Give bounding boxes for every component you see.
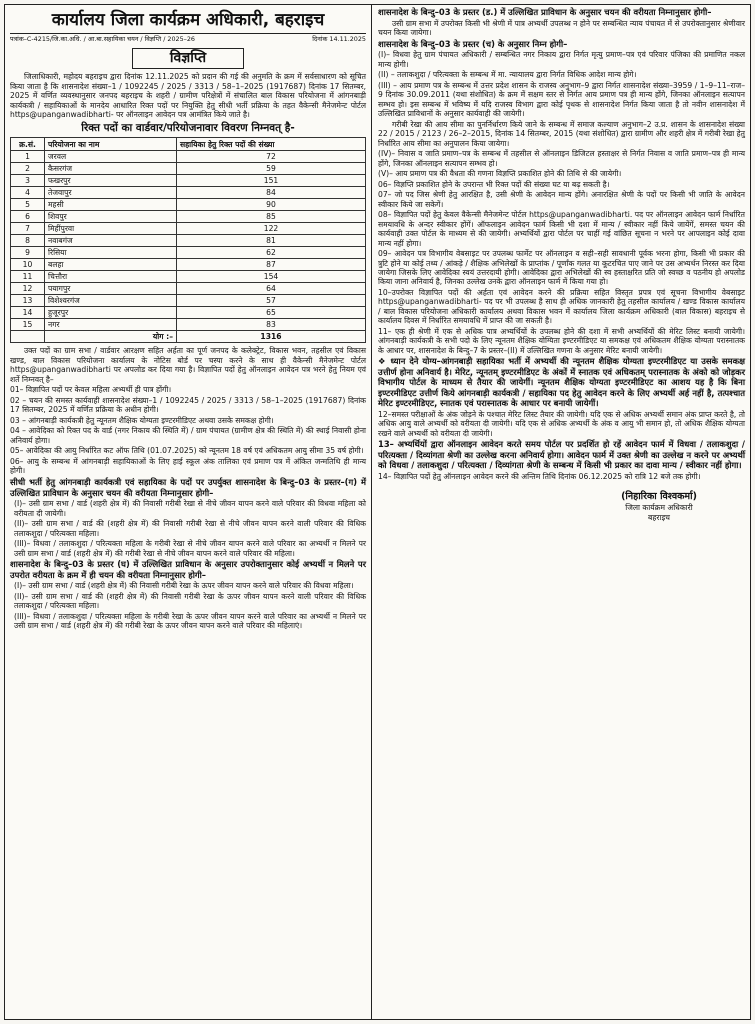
row-serial: 2 — [11, 163, 45, 175]
notice-page — [4, 4, 751, 1020]
row-serial: 8 — [11, 235, 45, 247]
row-project-name: महसी — [45, 199, 177, 211]
row-project-name: कैसरगंज — [45, 163, 177, 175]
row-project-name: नवाबगंज — [45, 235, 177, 247]
table-row — [11, 295, 366, 307]
table-row — [11, 247, 366, 259]
table-row — [11, 307, 366, 319]
table-row — [11, 223, 366, 235]
row-serial: 10 — [11, 259, 45, 271]
priority-ga-3: (III)– विधवा / तलाकशुदा / परित्यक्ता महिला के गरीबी रेखा से नीचे जीवन यापन करने वाले परिवार का अभ्यर्थी न मिलने पर उसी ग्राम सभा / वार्ड (शहरी क्षेत्र में) की गरीबी रेखा से नीचे जीवन यापन करने वाले परिवार की महिला। — [14, 539, 366, 558]
signatory-name: (निहारिका विश्वकर्मा) — [621, 491, 697, 503]
row-project-name: बलहा — [45, 259, 177, 271]
row-vacancy-count: 64 — [177, 283, 366, 295]
condition-12: 12–समस्त परीक्षाओं के अंक जोड़ने के पश्चात मेरिट लिस्ट तैयार की जायेगी। यदि एक से अधिक अभ्यर्थी समान अंक प्राप्त करते है, तो अधिक आयु वाले अभ्यर्थी को वरीयता दी जायेगी। यदि एक से अधिक अभ्यर्थी के अंक व आयु भी समान हो, तो अधिक शैक्षिक योग्यता रखने वाले अभ्यर्थी को वरीयता दी जायेगी। — [378, 409, 745, 438]
row-serial: 1 — [11, 151, 45, 163]
row-vacancy-count: 62 — [177, 247, 366, 259]
table-row — [11, 163, 366, 175]
condition-06-b: 06– विज्ञप्ति प्रकाशित होने के उपरान्त भी रिक्त पदों की संख्या घट या बढ़ सकती है। — [378, 179, 610, 189]
condition-11: 11– एक ही श्रेणी में एक से अधिक पात्र अभ्यर्थियों के उपलब्ध होने की दशा में सभी अभ्यर्थियों की मेरिट लिस्ट बनायी जायेगी। आंगनबाड़ी कार्यकत्री के सभी पदो के लिए न्यूनतम शैक्षिक योग्यिता इण्टरमीडिएट या समकक्ष एवं अधिकतम शैक्षिक योग्यता परास्नातक के आधार पर, शासनादेश के बिन्दु–7 के प्रस्तर–(II) में उल्लिखित गणना के अनुसार मेरिट बनायी जायेगी। — [378, 326, 745, 355]
reference-line — [10, 34, 366, 46]
row-vacancy-count: 59 — [177, 163, 366, 175]
priority-gha-1: (I)– उसी ग्राम सभा / वार्ड (शहरी क्षेत्र में) की निवासी गरीबी रेखा के ऊपर जीवन यापन करने वाले परिवार की विधवा महिला। — [14, 581, 354, 591]
left-column — [5, 5, 372, 1019]
row-project-name: विशेश्वरगंज — [45, 295, 177, 307]
notice-date: दिनांक 14.11.2025 — [312, 35, 366, 44]
table-row — [11, 199, 366, 211]
priority-heading-cha: शासनादेश के बिन्दु–03 के प्रस्तर (च) के अनुसार निम्न होगी– — [378, 38, 568, 49]
row-vacancy-count: 81 — [177, 235, 366, 247]
priority-heading-ga: सीधी भर्ती हेतु आंगनबाड़ी कार्यकत्री एवं सहायिका के पदों पर उपर्युक्त शासनादेश के बिन्दु–03 के प्रस्तर–(ग) में उल्लिखित प्राविधान के अनुसार चयन की वरीयता निम्नानुसार होगी– — [10, 477, 366, 498]
row-serial: 9 — [11, 247, 45, 259]
table-row — [11, 283, 366, 295]
row-project-name: पयागपुर — [45, 283, 177, 295]
condition-03: 03 – आंगनबाड़ी कार्यकत्री हेतु न्यूनतम शैक्षिक योग्यता इण्टरमीडिएट अथवा उसके समकक्ष होगी। — [10, 415, 274, 425]
table-row — [11, 271, 366, 283]
priority-ga-1: (I)– उसी ग्राम सभा / वार्ड (शहरी क्षेत्र में) की निवासी गरीबी रेखा से नीचे जीवन यापन करने वाले परिवार की विधवा महिला को वरीयता दी जायेगी। — [14, 499, 366, 518]
table-row — [11, 211, 366, 223]
row-serial: 13 — [11, 295, 45, 307]
vacancy-table — [10, 137, 366, 343]
column-header-project: परियोजना का नाम — [45, 138, 177, 151]
nyay-panchayat-para: उसी ग्राम सभा में उपरोक्त किसी भी श्रेणी में पात्र अभ्यर्थी उपलब्ध न होने पर सम्बन्धित न्याय पंचायत में से उपरोक्तानुसार श्रेणीवार चयन किया जायेगा। — [378, 18, 745, 38]
row-vacancy-count: 83 — [177, 319, 366, 331]
row-project-name: जरवल — [45, 151, 177, 163]
row-vacancy-count: 90 — [177, 199, 366, 211]
row-serial: 4 — [11, 187, 45, 199]
signatory-place: बहराइच — [648, 512, 670, 522]
row-vacancy-count: 72 — [177, 151, 366, 163]
row-vacancy-count: 122 — [177, 223, 366, 235]
table-row — [11, 235, 366, 247]
row-project-name: शिवपुर — [45, 211, 177, 223]
important-note: ❖ ध्यान देने योग्य–आंगनबाड़ी सहायिका भर्ती में अभ्यर्थी की न्यूनतम शैक्षिक योग्यता इण्टरमीडिएट या उसके समकक्ष उत्तीर्ण होना अनिवार्य है। मेरिट, न्यूनतम् इण्टरमीडिएट के अंकों में स्नातक एवं अधिकतम् परास्नातक के अंको को जोड़कर विभागीय पोर्टल के माध्यम से तैयार की जायेगीं। न्यूनतम शैक्षिक योग्यता इण्टरमीडिएट का आशय यह है कि बिना इण्टरमीडिएट उत्तीर्ण किये आंगनबाड़ी कार्यकत्री / सहायिका पद हेतु आवेदन करने के लिए अभ्यर्थी अर्ह नहीं है, तत्पश्चात मेरिट इण्टरमीडिएट, स्नातक एवं परास्नातक के आधार पर बनायी जायेगीं। — [378, 356, 745, 409]
row-serial: 5 — [11, 199, 45, 211]
priority-gha-3: (III)– विधवा / तलाकशुदा / परित्यक्ता महिला के गरीबी रेखा के ऊपर जीवन यापन करने वाले परिवार का अभ्यर्थी न मिलने पर उसी ग्राम सभा / वार्ड (शहरी क्षेत्र में) की गरीबी रेखा के ऊपर जीवन यापन करने वाले परिवार की महिलाएं। — [14, 611, 366, 631]
condition-07: 07– जो पद जिस श्रेणी हेतु आरक्षित है, उसी श्रेणी के आवेदन मान्य होंगे। अनारक्षित श्रेणी के पदों पर किसी भी जाति के आवेदन स्वीकार किये जा सकेगें। — [378, 190, 745, 209]
document-rule-1: (I)– विधवा हेतु ग्राम पंचायत अधिकारी / सम्बन्धित नगर निकाय द्वारा निर्गत मृत्यु प्रमाण–पत्र एवं परिवार पंजिका की प्रमाणित नकल मान्य होगी। — [378, 50, 745, 69]
condition-06: 06– आयु के सम्बन्ध में आंगनबाड़ी सहायिकाओं के लिए हाई स्कूल अंक तालिका एवं प्रमाण पत्र में अंकित जन्मतिथि ही मान्य होगी। — [10, 457, 366, 476]
office-title: कार्यालय जिला कार्यक्रम अधिकारी, बहराइच — [10, 7, 366, 34]
document-rule-2: (II) – तलाकशुदा / परित्यक्ता के सम्बन्ध में मा. न्यायालय द्वारा निर्गत विधिक आदेश मान्य होगे। — [378, 70, 637, 80]
table-title: रिक्त पदों का वार्डवार/परियोजनावार विवरण निम्नवत् है- — [81, 122, 295, 135]
row-project-name: मिहींपुरवा — [45, 223, 177, 235]
table-row — [11, 151, 366, 163]
table-header-row — [11, 138, 366, 151]
row-vacancy-count: 154 — [177, 271, 366, 283]
row-project-name: हुजूरपुर — [45, 307, 177, 319]
poverty-line-para: गरीबी रेखा की आय सीमा का पुनर्निर्धारण किये जाने के सम्बन्ध में समाज कल्याण अनुभाग–2 उ.प्र. शासन के शासनादेश संख्या 22 / 2015 / 2123 / 26–2–2015, दिनांक 14 सितम्बर, 2015 (यथा संशोधित) द्वारा ग्रामीण और शहरी क्षेत्र में गरीबी रेखा हेतु निर्धारित आय सीमा का अनुपालन किया जायेगा। — [378, 119, 745, 148]
conditions-intro: उक्त पदों का ग्राम सभा / वार्डवार आरक्षण सहित अर्हता का पूर्ण जनपद के कलेक्ट्रेट, विकास भवन, तहसील एवं विकास खण्ड, बाल विकास परियोजना कार्यालय के नोटिस बोर्ड पर चस्पा करने के साथ ही वैकेन्सी मैनेजमेन्ट पोर्टल https@upanganwadibharti पर अपलोड कर दिया गया है। विज्ञापित पदों हेतु ऑनलाइन आवेदन पत्र भरने हेतु नियम एवं शर्ते निम्नवत् है– — [10, 346, 366, 384]
condition-04: 04 – आवेदिका को रिक्त पद के वार्ड (नगर निकाय की स्थिति में) / ग्राम पंचायत (ग्रामीण क्षेत्र की स्थिति में) की स्थाई निवासी होना अनिवार्य होगा। — [10, 426, 366, 445]
table-total-row — [11, 331, 366, 343]
row-serial: 11 — [11, 271, 45, 283]
signatory-designation: जिला कार्यक्रम अधिकारी — [625, 503, 693, 513]
condition-05: 05– आवेदिका की आयु निर्धारित कट ऑफ तिथि (01.07.2025) को न्यूनतम 18 वर्ष एवं अधिकतम आयु सीमा 35 वर्ष होगी। — [10, 446, 364, 456]
condition-10: 10–उपरोक्त विज्ञापित पदों की अर्हता एवं आवेदन करने की प्रक्रिया सहित विस्तृत प्रपत्र एवं सूचना विभागीय वेबसाइट https@upanganwadibharti- पद पर भी उपलब्ध है साथ ही अधिक जानकारी हेतु तहसील कार्यालय / खण्ड विकास कार्यालय / बाल विकास परियोजना अधिकारी कार्यालय अथवा विकास भवन में कार्यालय जिला कार्यक्रम अधिकारी (बाल विकास) बहराइच से कार्यालय दिवस में निर्धारित समयावधि में प्राप्त की जा सकती है। — [378, 288, 745, 326]
reference-number: पत्रांक–C-4215/जि.का.अधि. / आ.बा.सहायिका चयन / विज्ञप्ति / 2025–26 — [10, 35, 195, 44]
row-serial: 7 — [11, 223, 45, 235]
document-rule-4: (IV)– निवास व जाति प्रमाण–पत्र के सम्बन्ध में तहसील से ऑनलाइन डिजिटल हस्ताक्षर से निर्गत निवास व जाति प्रमाण–पत्र ही मान्य होंगे, जिनका ऑनलाइन सत्यापन सम्भव हो। — [378, 149, 745, 168]
row-vacancy-count: 57 — [177, 295, 366, 307]
row-project-name: तेजवापुर — [45, 187, 177, 199]
row-project-name: रिसिया — [45, 247, 177, 259]
row-vacancy-count: 84 — [177, 187, 366, 199]
row-vacancy-count: 87 — [177, 259, 366, 271]
condition-01: 01– विज्ञापित पदों पर केवल महिला अभ्यर्थी ही पात्र होंगी। — [10, 385, 172, 395]
right-column — [373, 5, 750, 1019]
table-row — [11, 187, 366, 199]
row-serial: 15 — [11, 319, 45, 331]
row-project-name: फखरपुर — [45, 175, 177, 187]
column-header-serial: क्र.सं. — [11, 138, 45, 151]
condition-09: 09– आवेदन पत्र विभागीय वेबसाइट पर उपलब्ध फार्मेट पर ऑनलाइन व सही–सही सावधानी पूर्वक भरना होगा, किसी भी प्रकार की त्रुटि होने या कोई तथ्य / आंकड़े / शैक्षिक अभिलेखों के प्राप्तांक / पूर्णांक गलत या कूटरचित पाए जाने पर उस अभ्यर्थन निरस्त कर दिया जायेगा जिसके लिए आवेदिका स्वयं उत्तरदायी होगी। आवेदिका द्वारा अभिलेखों की स्व हस्ताक्षरित प्रति जो स्वच्छ व पठनीय हो अपलोड किया जाना अनिवार्य है, जिनका उल्लेख उनके द्वारा ऑनलाइन फार्म में किया गया हो। — [378, 249, 745, 287]
row-serial: 6 — [11, 211, 45, 223]
column-header-vacancies: सहायिका हेतु रिक्त पदों की संख्या — [177, 138, 366, 151]
row-project-name: चित्तौरा — [45, 271, 177, 283]
priority-heading-nga: शासनादेश के बिन्दु–03 के प्रस्तर (ड.) में उल्लिखित प्राविधान के अनुसार चयन की वरीयता निम्नानुसार होगी– — [378, 7, 712, 17]
document-rule-5: (V)– आय प्रमाण पत्र की वैधता की गणना विज्ञप्ति प्रकाशित होने की तिथि से की जायेगी। — [378, 169, 622, 179]
table-row — [11, 259, 366, 271]
signature-block — [378, 491, 745, 522]
total-empty-cell — [11, 331, 45, 343]
table-row — [11, 175, 366, 187]
row-serial: 14 — [11, 307, 45, 319]
condition-08: 08– विज्ञापित पदों हेतु केवल वैकेन्सी मैनेजमेन्ट पोर्टल https@upanganwadibharti. पद पर ऑनलाइन आवेदन फार्म निर्धारित समयावधि के अन्दर स्वीकार होंगें। ऑफलाइन आवेदन फार्म किसी भी दशा में मान्य / स्वीकार नहीं किये जायेंगें, समस्त चयन की कार्यवाही उक्त पोर्टल के माध्यम से की जायेगी। अभ्यर्थियों द्वारा पोर्टल पर चाहीं गई वांछित सूचना न भरने पर आपलाइन कोई दावा मान्य नहीं होगा। — [378, 210, 745, 248]
row-project-name: नगर — [45, 319, 177, 331]
notice-title: विज्ञप्ति — [132, 48, 244, 69]
total-value: 1316 — [177, 331, 366, 343]
priority-ga-2: (II)– उसी ग्राम सभा / वार्ड की (शहरी क्षेत्र में) की निवासी गरीबी रेखा से नीचे जीवन यापन करने वाली परिवार की विधिक तलाकशुदा / परित्यक्ता महिला। — [14, 519, 366, 538]
row-vacancy-count: 65 — [177, 307, 366, 319]
priority-heading-gha: शासनादेश के बिन्दु–03 के प्रस्तर (घ) में उल्लिखित प्राविधान के अनुसार उपरोक्तानुसार कोई अभ्यर्थी न मिलने पर उपरोत वरीयता के क्रम में ही चयन की वरीयता निम्नानुसार होगी– — [10, 559, 366, 580]
row-serial: 12 — [11, 283, 45, 295]
document-rule-3: (III) – आय प्रमाण पत्र के सम्बन्ध में उत्तर प्रदेश शासन के राजस्व अनुभाग–9 द्वारा निर्गत शासनादेश संख्या–3959 / 1–9–11–राज–9 दिनांक 30.09.2011 (यथा संशोधित) के क्रम में सक्षम स्तर से निर्गत आय प्रमाण पत्र ही मान्य होंगे, जिनका ऑनलाइन सत्यापन सम्भव हो। इस सम्बन्ध में भविष्य में यदि राजस्व विभाग द्वारा कोई पृथक से शासनादेश निर्गत किया जाता है तो नवीन शासनादेश में उल्लिखित प्राविधानों के अनुसार कार्यवाही की जायेगी। — [378, 80, 745, 119]
table-row — [11, 319, 366, 331]
row-serial: 3 — [11, 175, 45, 187]
condition-13: 13– अभ्यर्थियों द्वारा ऑनलाइन आवेदन करते समय पोर्टल पर प्रदर्शित हो रहें आवेदन फार्म में विधवा / तलाकशुदा / परित्यक्ता / दिव्यांगता श्रेणी का उल्लेख करना अनिवार्य होगा। आवेदन फार्म में उक्त श्रेणी का उल्लेख न करने पर अभ्यर्थी को विधवा / तलाकशुदा / परित्यक्ता / दिव्यांगता श्रेणी के सम्बन्ध में किसी भी प्रकार का दावा मान्य / स्वीकार नहीं होगा। — [378, 439, 745, 471]
row-vacancy-count: 85 — [177, 211, 366, 223]
priority-gha-2: (II)– उसी ग्राम सभा / वार्ड की (शहरी क्षेत्र में) की निवासी गरीबी रेखा के ऊपर जीवन यापन करने वाली परिवार की विधिक तलाकशुदा / परित्यक्ता महिला। — [14, 591, 366, 611]
condition-14: 14– विज्ञापित पदों हेतु ऑनलाइन आवेदन करने की अन्तिम तिथि दिनांक 06.12.2025 को रात्रि 12 बजे तक होगी। — [378, 472, 701, 481]
intro-paragraph: जिलाधिकारी, महोदय बहराइच द्वारा दिनांक 12.11.2025 को प्रदान की गई की अनुमति के क्रम में सर्वसाधारण को सूचित किया जाता है कि शासनादेश संख्या–1 / 1092245 / 2025 / 3313 / 58–1–2025 (1917687) दिनांक 17 सितम्बर, 2025 में वर्णित व्यवस्थानुसार जनपद बहराइच के शहरी / ग्रामीण परिक्षेत्रों में संचालित बाल विकास परियोजना में आंगनबाड़ी कार्यकत्री / सहायिकाओं के मानदेय आधारित रिक्त पदों पर नियुक्ति हेतु सीधी भर्ती प्रक्रिया के तहत वैकेन्सी मैनेजमेन्ट पोर्टल https@upanganwadibharti- पर ऑनलाइन आवेदन पत्र आमंत्रित किये जाते है। — [10, 72, 366, 119]
row-vacancy-count: 151 — [177, 175, 366, 187]
condition-02: 02 – चयन की समस्त कार्यवाही शासनादेश संख्या–1 / 1092245 / 2025 / 3313 / 58–1–2025 (1917687) दिनांक 17 सितम्बर, 2025 में वर्णित प्रक्रिया के अधीन होगी। — [10, 395, 366, 415]
vacancy-table-body — [11, 151, 366, 331]
total-label: योग :– — [45, 331, 177, 343]
